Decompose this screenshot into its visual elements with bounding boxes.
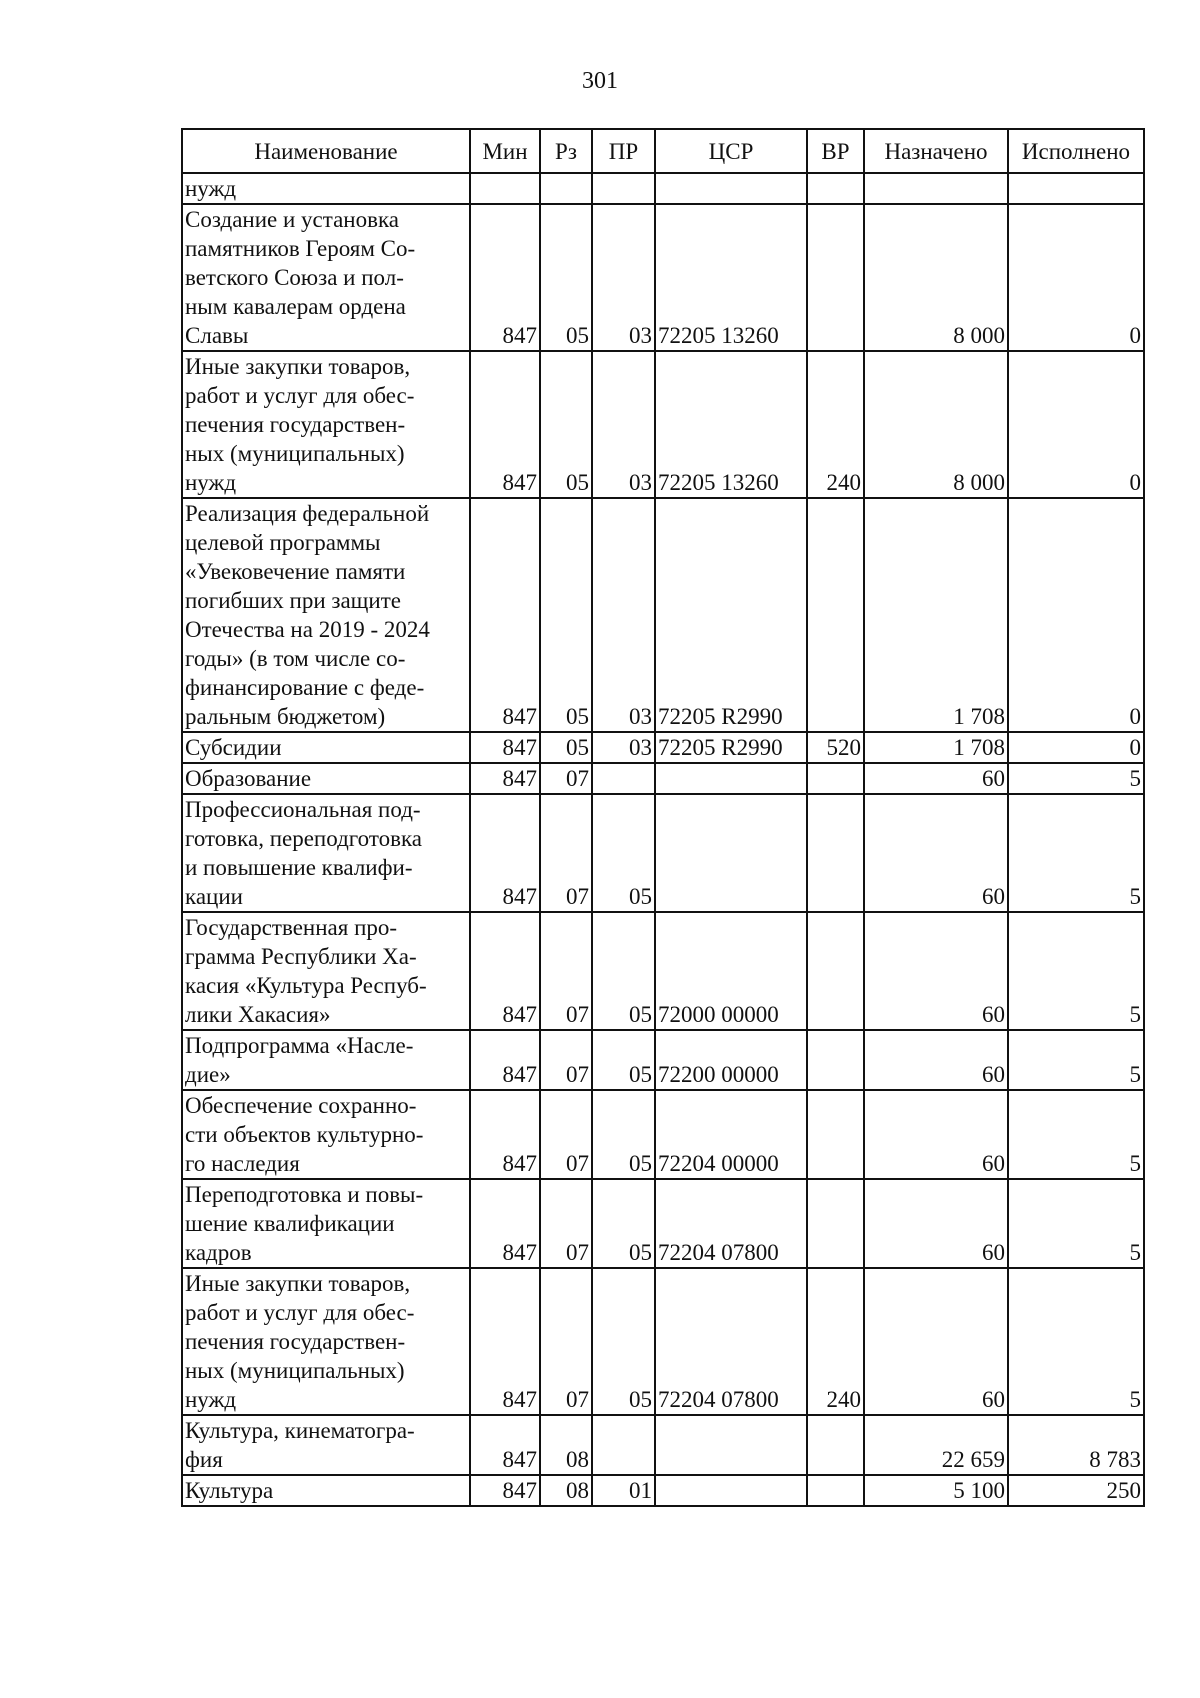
cell-name: Культура, кинематогра- фия [182,1415,470,1475]
cell-name: Профессиональная под- готовка, переподготовка и повышение квалифи- кации [182,794,470,912]
table-row [182,732,1144,763]
table-body [182,173,1144,1506]
cell-min: 847 [470,1179,540,1268]
cell-rz: 08 [540,1415,592,1475]
cell-executed: 5 [1008,1268,1144,1415]
cell-rz: 05 [540,498,592,732]
cell-assigned: 60 [864,912,1008,1030]
cell-vr [807,794,864,912]
cell-csr: 72204 07800 [655,1268,807,1415]
cell-rz: 07 [540,1268,592,1415]
cell-csr [655,763,807,794]
cell-min: 847 [470,204,540,351]
cell-min: 847 [470,763,540,794]
cell-csr: 72205 R2990 [655,498,807,732]
cell-pr: 05 [592,912,655,1030]
cell-min: 847 [470,498,540,732]
cell-csr [655,794,807,912]
table-row [182,204,1144,351]
cell-min [470,173,540,204]
cell-csr: 72205 R2990 [655,732,807,763]
cell-pr: 03 [592,204,655,351]
cell-vr: 520 [807,732,864,763]
cell-assigned: 22 659 [864,1415,1008,1475]
cell-rz: 07 [540,1030,592,1090]
cell-rz: 05 [540,351,592,498]
cell-csr: 72205 13260 [655,204,807,351]
budget-table [181,128,1145,1507]
cell-assigned: 60 [864,1030,1008,1090]
cell-name: Подпрограмма «Насле- дие» [182,1030,470,1090]
cell-assigned: 5 100 [864,1475,1008,1506]
table-row [182,1179,1144,1268]
cell-vr [807,1090,864,1179]
cell-vr [807,1030,864,1090]
cell-assigned: 1 708 [864,498,1008,732]
cell-rz: 05 [540,204,592,351]
cell-vr: 240 [807,351,864,498]
cell-min: 847 [470,1030,540,1090]
cell-assigned: 60 [864,1268,1008,1415]
cell-csr [655,1415,807,1475]
cell-name: Обеспечение сохранно- сти объектов культурно- го наследия [182,1090,470,1179]
cell-pr: 05 [592,1179,655,1268]
cell-rz [540,173,592,204]
header-vr: ВР [807,129,864,173]
cell-vr [807,1415,864,1475]
cell-rz: 07 [540,1179,592,1268]
cell-name: Иные закупки товаров, работ и услуг для обес- печения государствен- ных (муниципальных) нужд [182,1268,470,1415]
cell-min: 847 [470,351,540,498]
table-header [182,129,1144,173]
cell-min: 847 [470,794,540,912]
cell-rz: 07 [540,912,592,1030]
header-assigned: Назначено [864,129,1008,173]
table-row [182,794,1144,912]
cell-assigned: 60 [864,1090,1008,1179]
cell-assigned: 8 000 [864,351,1008,498]
cell-pr: 03 [592,498,655,732]
cell-vr [807,1179,864,1268]
cell-rz: 07 [540,1090,592,1179]
table-row [182,1415,1144,1475]
cell-executed: 0 [1008,351,1144,498]
header-name: Наименование [182,129,470,173]
table-row [182,1030,1144,1090]
cell-assigned [864,173,1008,204]
cell-executed: 5 [1008,912,1144,1030]
table-row [182,1268,1144,1415]
cell-pr: 05 [592,1030,655,1090]
table-row [182,1090,1144,1179]
cell-name: Государственная про- грамма Республики Ха- касия «Культура Респуб- лики Хакасия» [182,912,470,1030]
cell-pr: 05 [592,1090,655,1179]
cell-assigned: 1 708 [864,732,1008,763]
cell-pr: 03 [592,732,655,763]
table-row [182,1475,1144,1506]
cell-pr: 03 [592,351,655,498]
cell-vr [807,763,864,794]
cell-min: 847 [470,1415,540,1475]
cell-pr: 05 [592,794,655,912]
cell-assigned: 60 [864,763,1008,794]
cell-rz: 07 [540,794,592,912]
cell-assigned: 60 [864,1179,1008,1268]
cell-vr [807,204,864,351]
table-row [182,498,1144,732]
cell-executed [1008,173,1144,204]
cell-min: 847 [470,1090,540,1179]
header-rz: Рз [540,129,592,173]
table-row [182,912,1144,1030]
cell-executed: 250 [1008,1475,1144,1506]
header-min: Мин [470,129,540,173]
cell-name: Культура [182,1475,470,1506]
cell-min: 847 [470,912,540,1030]
cell-csr [655,173,807,204]
cell-csr: 72200 00000 [655,1030,807,1090]
cell-vr [807,1475,864,1506]
header-csr: ЦСР [655,129,807,173]
cell-pr: 05 [592,1268,655,1415]
cell-assigned: 8 000 [864,204,1008,351]
cell-vr [807,173,864,204]
cell-executed: 5 [1008,1179,1144,1268]
cell-name: Образование [182,763,470,794]
cell-csr: 72204 00000 [655,1090,807,1179]
cell-min: 847 [470,1268,540,1415]
cell-assigned: 60 [864,794,1008,912]
cell-executed: 5 [1008,794,1144,912]
cell-pr [592,763,655,794]
header-pr: ПР [592,129,655,173]
cell-name: Иные закупки товаров, работ и услуг для обес- печения государствен- ных (муниципальных) нужд [182,351,470,498]
cell-vr [807,912,864,1030]
cell-min: 847 [470,1475,540,1506]
cell-executed: 8 783 [1008,1415,1144,1475]
header-row [182,129,1144,173]
cell-rz: 07 [540,763,592,794]
header-executed: Исполнено [1008,129,1144,173]
cell-csr: 72205 13260 [655,351,807,498]
cell-pr [592,1415,655,1475]
cell-executed: 5 [1008,1090,1144,1179]
cell-executed: 0 [1008,204,1144,351]
cell-rz: 08 [540,1475,592,1506]
cell-executed: 0 [1008,498,1144,732]
cell-executed: 5 [1008,763,1144,794]
table-row [182,351,1144,498]
page-number: 301 [582,68,618,94]
cell-vr [807,498,864,732]
cell-executed: 5 [1008,1030,1144,1090]
cell-executed: 0 [1008,732,1144,763]
cell-min: 847 [470,732,540,763]
cell-csr: 72000 00000 [655,912,807,1030]
cell-csr [655,1475,807,1506]
cell-csr: 72204 07800 [655,1179,807,1268]
cell-name: Переподготовка и повы- шение квалификации кадров [182,1179,470,1268]
cell-name: Создание и установка памятников Героям Со- ветского Союза и пол- ным кавалерам ордена Славы [182,204,470,351]
cell-name: нужд [182,173,470,204]
cell-name: Субсидии [182,732,470,763]
cell-vr: 240 [807,1268,864,1415]
table-row [182,173,1144,204]
cell-pr [592,173,655,204]
table-row [182,763,1144,794]
cell-name: Реализация федеральной целевой программы «Увековечение памяти погибших при защите Отечества на 2019 - 2024 годы» (в том числе со- финансирование с феде- ральным бюджетом) [182,498,470,732]
cell-pr: 01 [592,1475,655,1506]
cell-rz: 05 [540,732,592,763]
